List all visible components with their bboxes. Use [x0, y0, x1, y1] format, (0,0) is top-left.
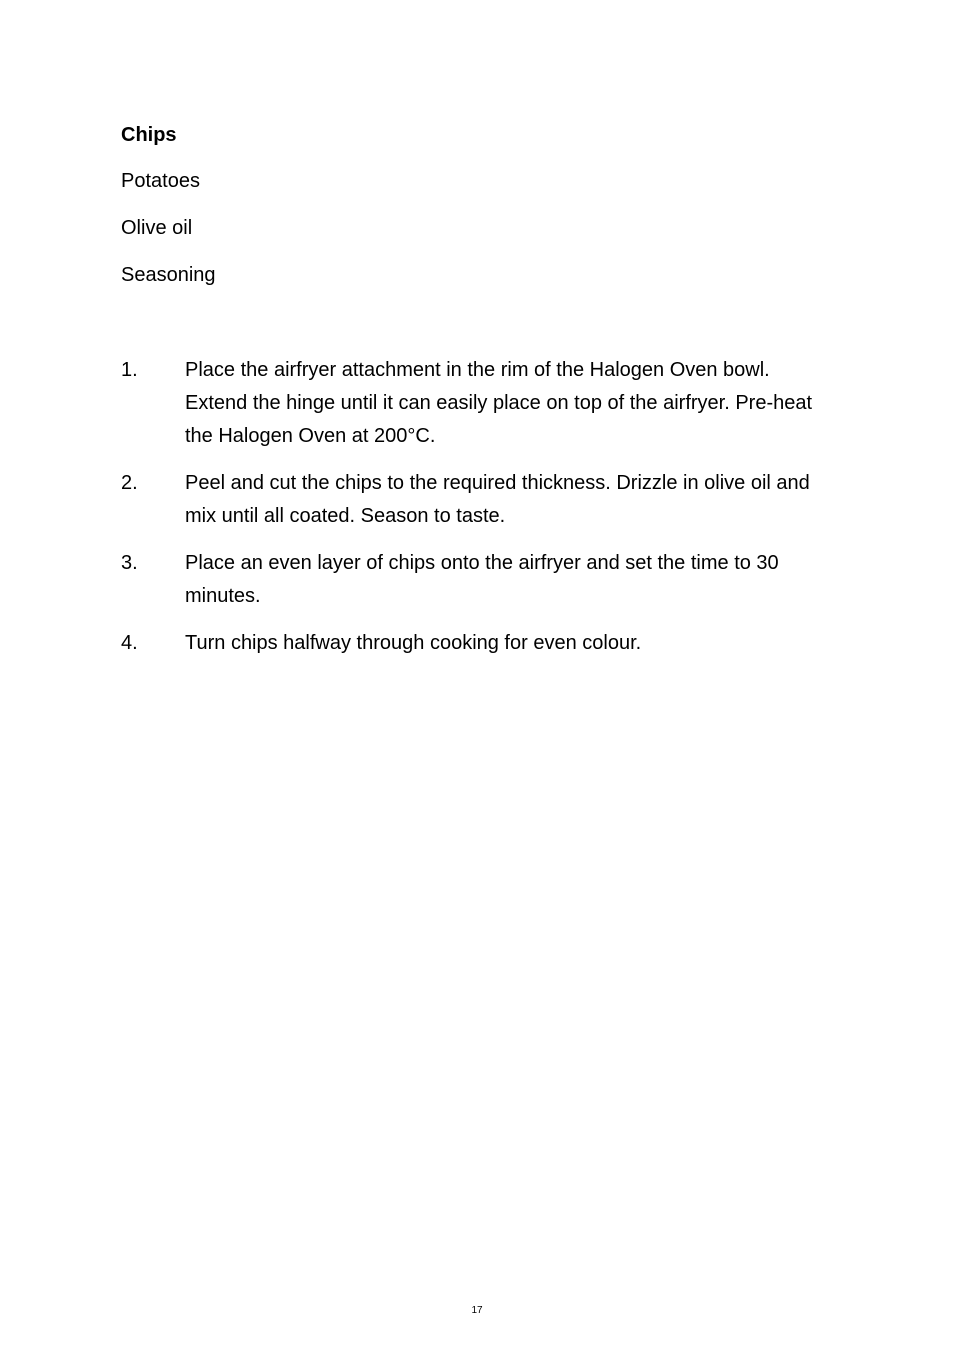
step-number: 4. — [121, 632, 138, 654]
step-number: 3. — [121, 552, 138, 574]
step-item — [121, 354, 821, 453]
step-number: 1. — [121, 359, 138, 381]
ingredient-list — [121, 168, 216, 309]
step-text: Turn chips halfway through cooking for even colour. — [185, 632, 642, 654]
step-item — [121, 467, 821, 533]
step-number: 2. — [121, 472, 138, 494]
method-steps — [121, 354, 821, 674]
ingredient-item: Potatoes — [121, 170, 200, 192]
step-item — [121, 627, 821, 660]
step-text: Peel and cut the chips to the required thickness. Drizzle in olive oil and mix until all coated. Season to taste. — [185, 472, 810, 527]
step-item — [121, 547, 821, 613]
page-number: 17 — [471, 1305, 483, 1316]
step-text: Place the airfryer attachment in the rim of the Halogen Oven bowl. Extend the hinge until it can easily place on top of the airfryer. Pre-heat the Halogen Oven at 200°C. — [185, 359, 813, 447]
ingredient-item: Seasoning — [121, 264, 216, 286]
step-text: Place an even layer of chips onto the airfryer and set the time to 30 minutes. — [185, 552, 779, 607]
ingredient-item: Olive oil — [121, 217, 193, 239]
recipe-title: Chips — [121, 124, 177, 146]
